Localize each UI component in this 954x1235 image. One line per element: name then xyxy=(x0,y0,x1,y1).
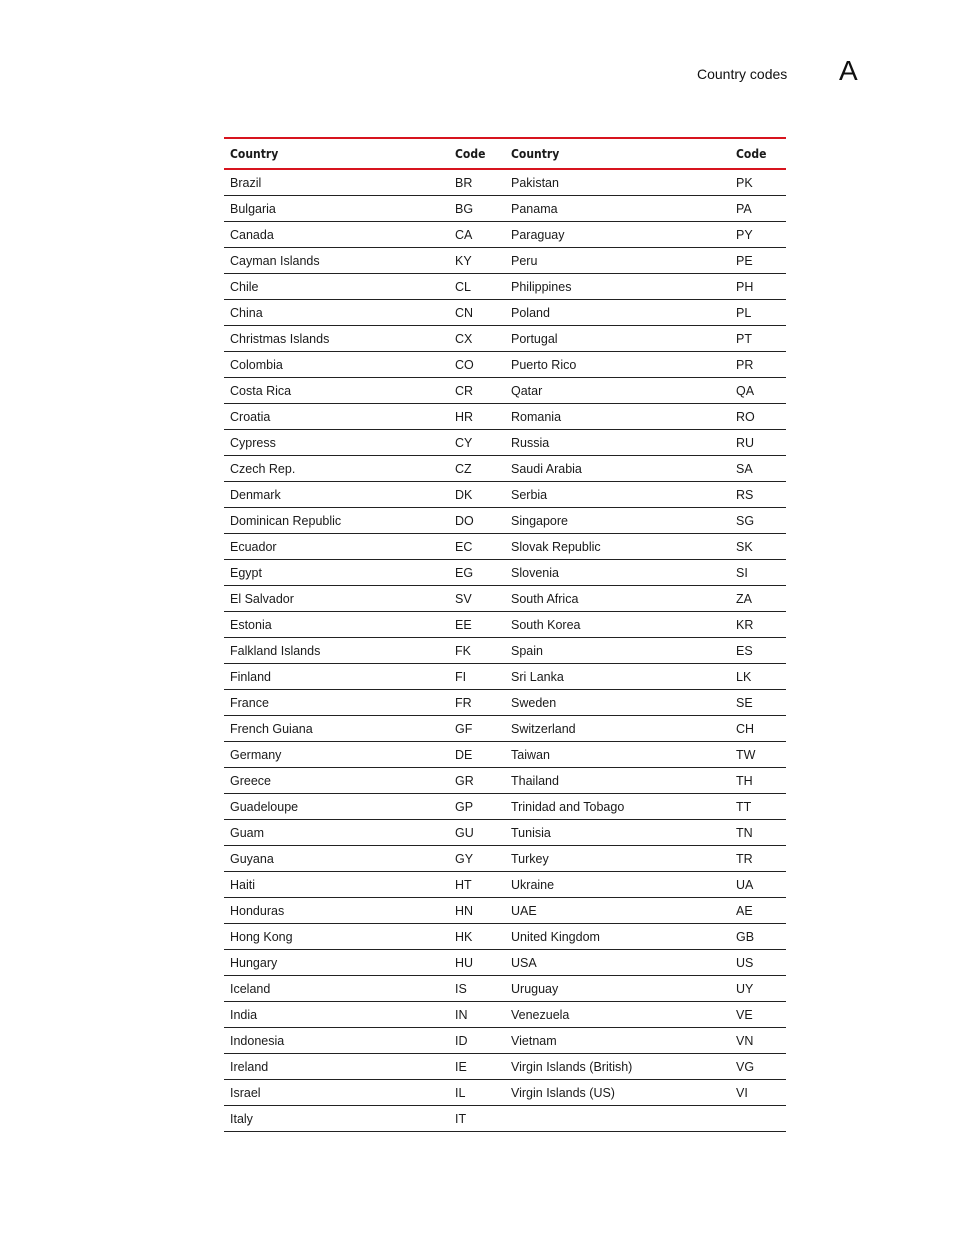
country-name-cell: Finland xyxy=(224,664,449,690)
country-name-cell: Panama xyxy=(505,196,730,222)
country-name-cell: Vietnam xyxy=(505,1028,730,1054)
country-name-cell: Trinidad and Tobago xyxy=(505,794,730,820)
country-code-cell: DE xyxy=(449,742,505,768)
country-code-cell: ZA xyxy=(730,586,786,612)
country-code-cell: IS xyxy=(449,976,505,1002)
country-code-cell: VE xyxy=(730,1002,786,1028)
table-row xyxy=(224,976,786,1002)
table-row xyxy=(224,872,786,898)
column-header-country: Country xyxy=(505,138,730,169)
table-row xyxy=(224,846,786,872)
country-code-cell: TN xyxy=(730,820,786,846)
country-name-cell: El Salvador xyxy=(224,586,449,612)
country-code-cell: PA xyxy=(730,196,786,222)
country-name-cell: Thailand xyxy=(505,768,730,794)
country-name-cell: Hungary xyxy=(224,950,449,976)
table-row xyxy=(224,404,786,430)
country-name-cell: Switzerland xyxy=(505,716,730,742)
country-code-cell: CY xyxy=(449,430,505,456)
country-code-cell: FI xyxy=(449,664,505,690)
country-code-cell: UA xyxy=(730,872,786,898)
country-code-cell: CO xyxy=(449,352,505,378)
country-name-cell: Haiti xyxy=(224,872,449,898)
country-code-cell: GY xyxy=(449,846,505,872)
country-name-cell: Falkland Islands xyxy=(224,638,449,664)
country-code-cell: SG xyxy=(730,508,786,534)
country-code-cell: GP xyxy=(449,794,505,820)
table-row xyxy=(224,508,786,534)
country-name-cell: Germany xyxy=(224,742,449,768)
table-row xyxy=(224,378,786,404)
country-code-cell: KY xyxy=(449,248,505,274)
country-name-cell: Honduras xyxy=(224,898,449,924)
country-codes-table xyxy=(224,137,786,1132)
country-code-cell: TW xyxy=(730,742,786,768)
country-name-cell: Poland xyxy=(505,300,730,326)
country-name-cell: Cypress xyxy=(224,430,449,456)
country-code-cell: GU xyxy=(449,820,505,846)
appendix-letter: A xyxy=(839,55,858,86)
running-head-title: Country codes xyxy=(697,66,788,82)
country-name-cell: Serbia xyxy=(505,482,730,508)
column-header-code: Code xyxy=(449,138,505,169)
country-code-cell: FR xyxy=(449,690,505,716)
table-row xyxy=(224,612,786,638)
country-code-cell: DO xyxy=(449,508,505,534)
country-code-cell: SV xyxy=(449,586,505,612)
country-name-cell: Ukraine xyxy=(505,872,730,898)
country-name-cell: Bulgaria xyxy=(224,196,449,222)
country-name-cell: Indonesia xyxy=(224,1028,449,1054)
country-name-cell: Sweden xyxy=(505,690,730,716)
country-code-cell: SA xyxy=(730,456,786,482)
country-name-cell: India xyxy=(224,1002,449,1028)
table-row xyxy=(224,924,786,950)
country-code-cell: BG xyxy=(449,196,505,222)
country-name-cell: Spain xyxy=(505,638,730,664)
country-name-cell: South Africa xyxy=(505,586,730,612)
country-name-cell: Guyana xyxy=(224,846,449,872)
country-code-cell: UY xyxy=(730,976,786,1002)
country-name-cell: Singapore xyxy=(505,508,730,534)
country-name-cell: Denmark xyxy=(224,482,449,508)
country-code-cell: TR xyxy=(730,846,786,872)
table-row xyxy=(224,534,786,560)
table-row xyxy=(224,950,786,976)
country-code-cell: IE xyxy=(449,1054,505,1080)
country-code-cell: PE xyxy=(730,248,786,274)
country-name-cell: Ecuador xyxy=(224,534,449,560)
country-name-cell: Taiwan xyxy=(505,742,730,768)
country-code-cell: VG xyxy=(730,1054,786,1080)
country-code-cell: RU xyxy=(730,430,786,456)
country-name-cell: Croatia xyxy=(224,404,449,430)
table-row xyxy=(224,482,786,508)
country-code-cell: GR xyxy=(449,768,505,794)
table-row xyxy=(224,1054,786,1080)
table-row xyxy=(224,222,786,248)
country-code-cell: PY xyxy=(730,222,786,248)
country-code-cell: IN xyxy=(449,1002,505,1028)
country-code-cell: PK xyxy=(730,169,786,196)
table-row xyxy=(224,1080,786,1106)
country-code-cell: CL xyxy=(449,274,505,300)
country-name-cell: Italy xyxy=(224,1106,449,1132)
country-name-cell: Qatar xyxy=(505,378,730,404)
country-name-cell: Estonia xyxy=(224,612,449,638)
country-code-cell: SE xyxy=(730,690,786,716)
country-name-cell: Greece xyxy=(224,768,449,794)
country-name-cell: Russia xyxy=(505,430,730,456)
country-code-cell: TT xyxy=(730,794,786,820)
country-code-cell: HK xyxy=(449,924,505,950)
country-code-cell: CA xyxy=(449,222,505,248)
country-code-cell: SK xyxy=(730,534,786,560)
country-code-cell: GF xyxy=(449,716,505,742)
country-code-cell: VN xyxy=(730,1028,786,1054)
country-name-cell: Slovak Republic xyxy=(505,534,730,560)
country-code-cell: PL xyxy=(730,300,786,326)
country-name-cell: Paraguay xyxy=(505,222,730,248)
table-row xyxy=(224,274,786,300)
country-name-cell: Brazil xyxy=(224,169,449,196)
column-header-code: Code xyxy=(730,138,786,169)
country-name-cell: Pakistan xyxy=(505,169,730,196)
country-code-cell: IL xyxy=(449,1080,505,1106)
country-name-cell: Puerto Rico xyxy=(505,352,730,378)
country-name-cell: Romania xyxy=(505,404,730,430)
country-code-cell: HN xyxy=(449,898,505,924)
country-name-cell: Virgin Islands (US) xyxy=(505,1080,730,1106)
country-code-cell: BR xyxy=(449,169,505,196)
table-row xyxy=(224,1106,786,1132)
table-header xyxy=(224,138,786,169)
country-name-cell: United Kingdom xyxy=(505,924,730,950)
table-body xyxy=(224,169,786,1132)
country-name-cell: Egypt xyxy=(224,560,449,586)
table-row xyxy=(224,690,786,716)
country-name-cell: Peru xyxy=(505,248,730,274)
country-code-cell: PT xyxy=(730,326,786,352)
country-code-cell: EE xyxy=(449,612,505,638)
country-code-cell: TH xyxy=(730,768,786,794)
country-name-cell: Iceland xyxy=(224,976,449,1002)
country-code-cell: EG xyxy=(449,560,505,586)
table-row xyxy=(224,456,786,482)
country-name-cell: French Guiana xyxy=(224,716,449,742)
country-name-cell: Israel xyxy=(224,1080,449,1106)
country-name-cell: Dominican Republic xyxy=(224,508,449,534)
country-name-cell: Canada xyxy=(224,222,449,248)
country-code-cell: GB xyxy=(730,924,786,950)
country-name-cell: Guam xyxy=(224,820,449,846)
country-name-cell: Colombia xyxy=(224,352,449,378)
country-name-cell: Chile xyxy=(224,274,449,300)
country-name-cell: Venezuela xyxy=(505,1002,730,1028)
country-code-cell: AE xyxy=(730,898,786,924)
table-row xyxy=(224,560,786,586)
country-name-cell: Costa Rica xyxy=(224,378,449,404)
table-row xyxy=(224,716,786,742)
country-name-cell: Sri Lanka xyxy=(505,664,730,690)
country-code-cell: ID xyxy=(449,1028,505,1054)
country-name-cell: Hong Kong xyxy=(224,924,449,950)
country-name-cell: Portugal xyxy=(505,326,730,352)
country-name-cell: Slovenia xyxy=(505,560,730,586)
table-row xyxy=(224,430,786,456)
country-code-cell: HR xyxy=(449,404,505,430)
table-row xyxy=(224,898,786,924)
country-code-cell: RO xyxy=(730,404,786,430)
country-code-cell: PR xyxy=(730,352,786,378)
table-row xyxy=(224,1002,786,1028)
country-name-cell: Cayman Islands xyxy=(224,248,449,274)
country-code-cell: US xyxy=(730,950,786,976)
country-name-cell: Tunisia xyxy=(505,820,730,846)
country-code-cell: VI xyxy=(730,1080,786,1106)
country-code-cell: DK xyxy=(449,482,505,508)
country-name-cell: South Korea xyxy=(505,612,730,638)
country-code-cell: HT xyxy=(449,872,505,898)
table-row xyxy=(224,196,786,222)
table-row xyxy=(224,326,786,352)
country-name-cell: China xyxy=(224,300,449,326)
country-code-cell: CZ xyxy=(449,456,505,482)
country-name-cell: Christmas Islands xyxy=(224,326,449,352)
country-code-cell: CN xyxy=(449,300,505,326)
country-name-cell: Virgin Islands (British) xyxy=(505,1054,730,1080)
table-row xyxy=(224,1028,786,1054)
country-name-cell: France xyxy=(224,690,449,716)
country-code-cell: ES xyxy=(730,638,786,664)
table-row xyxy=(224,794,786,820)
country-code-cell: CR xyxy=(449,378,505,404)
country-code-cell: RS xyxy=(730,482,786,508)
table-row xyxy=(224,820,786,846)
country-code-cell: SI xyxy=(730,560,786,586)
table-row xyxy=(224,742,786,768)
country-name-cell: Guadeloupe xyxy=(224,794,449,820)
country-code-cell: FK xyxy=(449,638,505,664)
country-code-cell: KR xyxy=(730,612,786,638)
country-name-cell: Uruguay xyxy=(505,976,730,1002)
table-row xyxy=(224,300,786,326)
country-code-cell: LK xyxy=(730,664,786,690)
table-row xyxy=(224,169,786,196)
country-code-cell: CX xyxy=(449,326,505,352)
country-name-cell: Ireland xyxy=(224,1054,449,1080)
country-code-cell xyxy=(730,1106,786,1132)
country-code-cell: EC xyxy=(449,534,505,560)
table-row xyxy=(224,352,786,378)
country-code-cell: CH xyxy=(730,716,786,742)
table-row xyxy=(224,638,786,664)
country-code-cell: IT xyxy=(449,1106,505,1132)
table-row xyxy=(224,768,786,794)
header-row xyxy=(224,138,786,169)
country-code-cell: QA xyxy=(730,378,786,404)
country-name-cell: Czech Rep. xyxy=(224,456,449,482)
column-header-country: Country xyxy=(224,138,449,169)
country-code-cell: HU xyxy=(449,950,505,976)
country-name-cell: UAE xyxy=(505,898,730,924)
country-name-cell xyxy=(505,1106,730,1132)
country-name-cell: Saudi Arabia xyxy=(505,456,730,482)
table-row xyxy=(224,248,786,274)
country-name-cell: Philippines xyxy=(505,274,730,300)
table-row xyxy=(224,664,786,690)
country-name-cell: USA xyxy=(505,950,730,976)
table-row xyxy=(224,586,786,612)
country-code-cell: PH xyxy=(730,274,786,300)
country-name-cell: Turkey xyxy=(505,846,730,872)
